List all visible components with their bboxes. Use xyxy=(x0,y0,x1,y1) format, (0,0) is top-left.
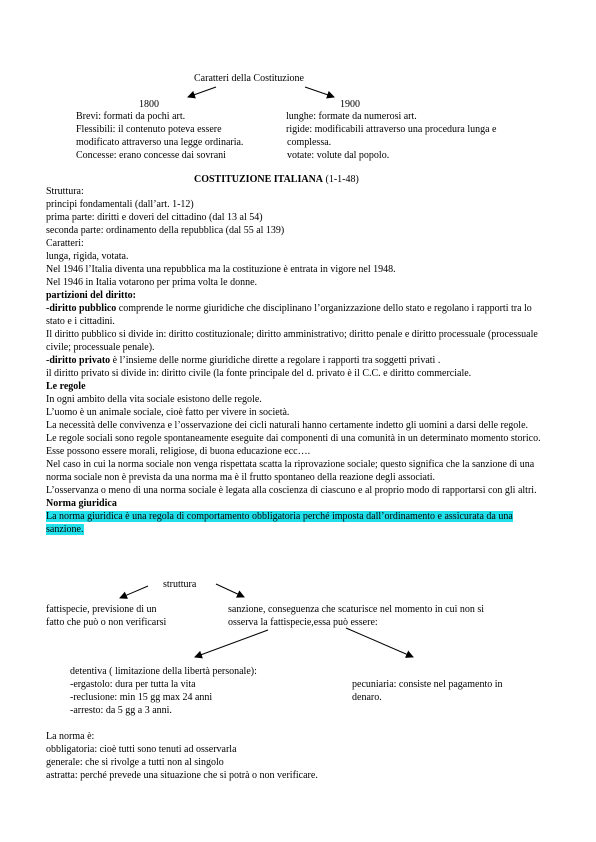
text-line: detentiva ( limitazione della libertà personale): xyxy=(70,666,257,677)
left-line: modificato attraverso una legge ordinaria. xyxy=(76,137,244,148)
text-line: Nel 1946 l’Italia diventa una repubblica ma la costituzione è entrata in vigore nel 1948. xyxy=(46,264,396,275)
text-line: Le regole sociali sono regole spontaneamente eseguite dai componenti di una comunità in un determinato momento storico. xyxy=(46,433,541,444)
main-body xyxy=(46,185,546,536)
text-line: generale: che si rivolge a tutti non al singolo xyxy=(46,757,224,768)
left-line: Brevi: formati da pochi art. xyxy=(76,111,186,122)
sanzione-block xyxy=(228,603,484,629)
text-line: Struttura: xyxy=(46,186,84,197)
text-line: -ergastolo: dura per tutta la vita xyxy=(70,679,196,690)
text-line: il diritto privato si divide in: diritto civile (la fonte principale del d. privato è il C.C. e diritto commerciale. xyxy=(46,368,472,379)
text-line: -arresto: da 5 gg a 3 anni. xyxy=(70,705,172,716)
text-line: pecuniaria: consiste nel pagamento in xyxy=(352,679,503,690)
right-line: complessa. xyxy=(287,137,332,148)
text-line: obbligatoria: cioè tutti sono tenuti ad osservarla xyxy=(46,744,237,755)
text-line: Nel caso in cui la norma sociale non venga rispettata scatta la riprovazione sociale; questo significa che la sanzione di una norma sociale non è prevista da una norma ma è il frutto spontaneo della reazione degli associati. xyxy=(46,459,535,483)
text-line: La necessità delle convivenza e l’osservazione dei cicli naturali hanno certamente indetto gli uomini a darsi delle regole. xyxy=(46,420,529,431)
text-line: sanzione, conseguenza che scaturisce nel momento in cui non si xyxy=(228,604,485,615)
fattispecie-block xyxy=(46,603,166,629)
norma-title: Norma giuridica xyxy=(46,498,117,509)
text-line: osserva la fattispecie,essa può essere: xyxy=(228,617,378,628)
arrow-to-pecuniaria xyxy=(346,628,413,657)
text-line: principi fondamentali (dall’art. 1-12) xyxy=(46,199,194,210)
text-line: La norma è: xyxy=(46,731,95,742)
arrow-to-1800 xyxy=(188,87,216,97)
text-line: Esse possono essere morali, religiose, di buona educazione ecc…. xyxy=(46,446,311,457)
diritto-privato: -diritto privato è l’insieme delle norme giuridiche dirette a regolare i rapporti tra soggetti privati . xyxy=(46,355,441,366)
pecuniaria-block xyxy=(352,678,503,704)
right-line: rigide: modificabili attraverso una procedura lunga e xyxy=(286,124,497,135)
detentiva-block xyxy=(70,665,257,717)
arrow-to-fattispecie xyxy=(120,586,148,598)
struttura-label: struttura xyxy=(163,579,197,590)
arrow-to-detentiva xyxy=(195,630,268,657)
text-line: fattispecie, previsione di un xyxy=(46,604,157,615)
text-line: astratta: perché prevede una situazione che si potrà o non verificare. xyxy=(46,770,318,781)
right-column xyxy=(286,110,496,162)
left-column xyxy=(76,110,243,162)
text-line: Caratteri: xyxy=(46,238,84,249)
caratteri-norma xyxy=(46,730,318,782)
text-line: fatto che può o non verificarsi xyxy=(46,617,167,628)
heading-date: (1-1-48) xyxy=(323,174,359,185)
left-line: Concesse: erano concesse dai sovrani xyxy=(76,150,226,161)
text-line: L’uomo è un animale sociale, cioè fatto per vivere in società. xyxy=(46,407,290,418)
text-line: -reclusione: min 15 gg max 24 anni xyxy=(70,692,213,703)
left-line: Flessibili: il contenuto poteva essere xyxy=(76,124,222,135)
text-line: Nel 1946 in Italia votarono per prima volta le donne. xyxy=(46,277,258,288)
text-line: lunga, rigida, votata. xyxy=(46,251,129,262)
text-line: In ogni ambito della vita sociale esistono delle regole. xyxy=(46,394,262,405)
year-1900: 1900 xyxy=(340,99,360,110)
right-line: lunghe: formate da numerosi art. xyxy=(286,111,417,122)
arrow-to-sanzione xyxy=(216,584,244,597)
diritto-pubblico: -diritto pubblico comprende le norme giuridiche che disciplinano l’organizzazione dello stato e regolano i rapporti tra lo stato e i cittadini. xyxy=(46,303,532,327)
text-line: seconda parte: ordinamento della repubblica (dal 55 al 139) xyxy=(46,225,285,236)
heading-title: COSTITUZIONE ITALIANA xyxy=(194,174,324,185)
norma-definition: La norma giuridica è una regola di comportamento obbligatoria perché imposta dall’ordinamento e assicurata da una sanzione. xyxy=(46,511,513,535)
year-1800: 1800 xyxy=(139,99,159,110)
regole-title: Le regole xyxy=(46,381,86,392)
text-line: prima parte: diritti e doveri del cittadino (dal 13 al 54) xyxy=(46,212,263,223)
arrow-to-1900 xyxy=(305,87,334,97)
caratteri-title: Caratteri della Costituzione xyxy=(194,73,304,84)
text-line: L’osservanza o meno di una norma sociale è legata alla coscienza di ciascuno e al proprio modo di rapportarsi con gli altri. xyxy=(46,485,537,496)
text-line: denaro. xyxy=(352,692,382,703)
partizioni-title: partizioni del diritto: xyxy=(46,290,136,301)
right-line: votate: volute dal popolo. xyxy=(287,150,390,161)
text-line: Il diritto pubblico si divide in: diritto costituzionale; diritto amministrativo; diritto penale e diritto processuale (processuale civile; processuale penale). xyxy=(46,329,538,353)
